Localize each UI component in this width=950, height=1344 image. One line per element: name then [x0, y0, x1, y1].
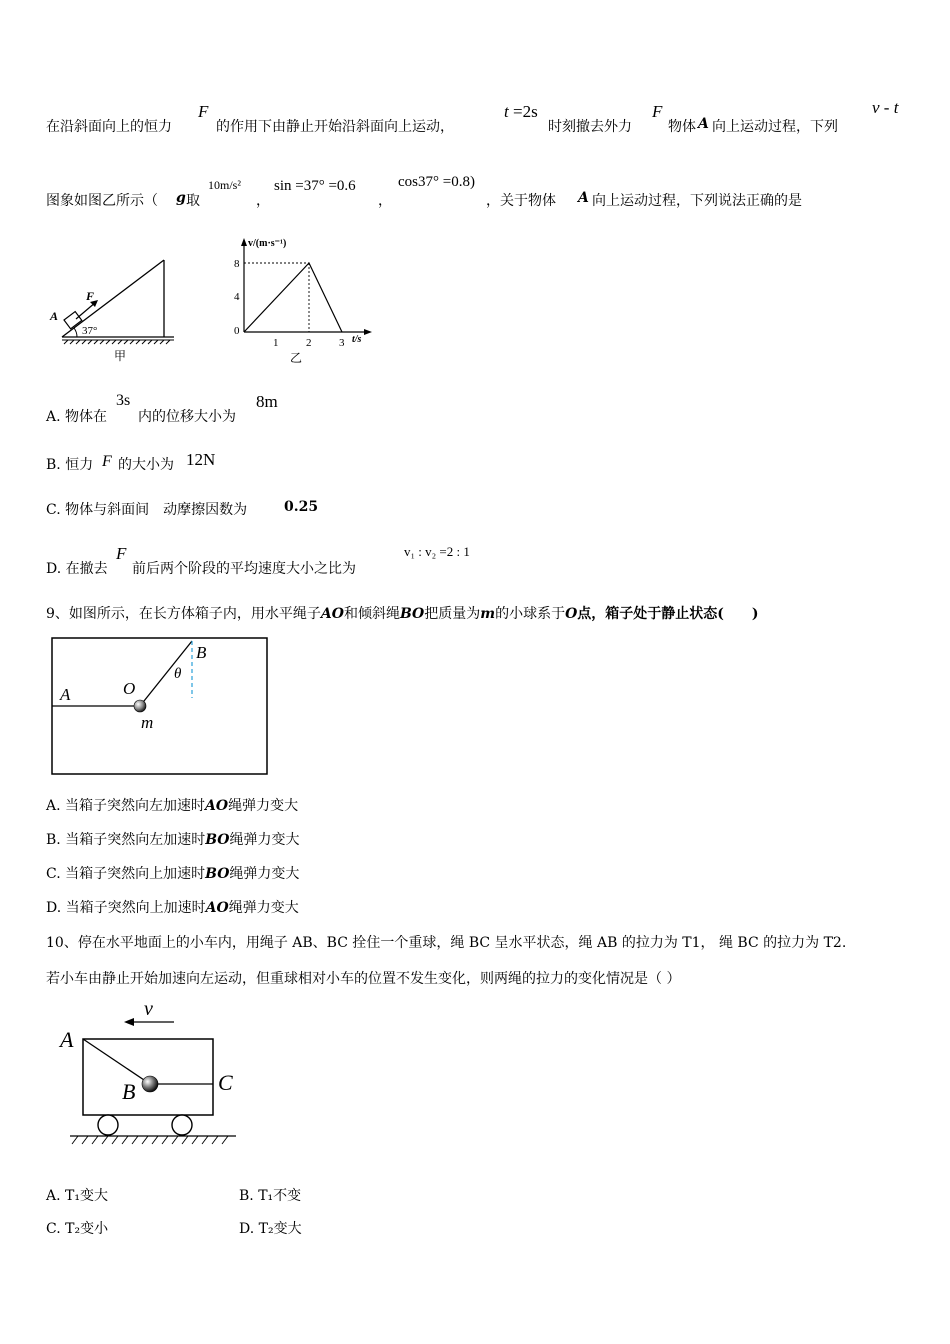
q8-line2-text1: 图象如图乙所示（ [46, 193, 158, 209]
q8-force-symbol-2: F [652, 102, 663, 121]
q9-option-c-suffix: 绳弹力变大 [229, 866, 300, 882]
figure-caption-yi: 乙 [290, 351, 303, 365]
q8-vt-label: v - t [872, 98, 899, 117]
y-axis-label: v/(m·s⁻¹) [248, 238, 287, 249]
q8-option-a-duration: 3s [116, 392, 131, 409]
q9-option-c-prefix: C. 当箱子突然向上加速时 [46, 866, 206, 882]
q9-stem [46, 603, 916, 625]
q10-option-c: C. T₂变小 [46, 1221, 109, 1237]
block-label: A [50, 309, 59, 323]
label-c: C [218, 1070, 233, 1095]
q8-line1-text3: 时刻撤去外力 [548, 119, 632, 135]
q8-vt-graph [228, 236, 378, 366]
x-tick-1: 1 [273, 337, 279, 349]
q8-line1 [46, 98, 926, 142]
q9-option-d [46, 897, 299, 917]
q8-cos-value: cos37° =0.8) [398, 174, 475, 190]
q8-option-d-text2: 前后两个阶段的平均速度大小之比为 [132, 561, 356, 577]
q8-option-a [46, 392, 446, 426]
q10-stem-line1: 10、停在水平地面上的小车内，用绳子 AB、BC 拴住一个重球，绳 BC 呈水平状态，绳 AB 的拉力为 T1， 绳 BC 的拉力为 T2. [46, 935, 847, 951]
q9-option-d-rope: AO [205, 900, 229, 916]
q8-line1-text2: 的作用下由静止开始沿斜面向上运动， [216, 119, 454, 135]
q8-option-d [46, 544, 546, 578]
y-tick-0: 0 [234, 325, 240, 337]
label-theta: θ [174, 666, 182, 682]
incline-triangle [62, 260, 174, 337]
q9-rope-ao: AO [320, 606, 344, 622]
label-a: A [60, 1027, 74, 1052]
ball-b [142, 1076, 158, 1092]
q9-box-figure [50, 636, 272, 780]
y-axis-arrow [241, 238, 247, 246]
q8-incline-figure [44, 250, 184, 365]
ball-m [134, 700, 146, 712]
q9-rope-bo: BO [399, 606, 425, 622]
q8-option-d-force: F [116, 544, 127, 563]
q8-option-b-force: F [102, 453, 112, 470]
q8-option-c [46, 497, 446, 521]
velocity-label: v [144, 998, 153, 1020]
force-label: F [86, 289, 95, 303]
q10-option-d: D. T₂变大 [239, 1221, 302, 1237]
x-tick-3: 3 [339, 337, 345, 349]
q8-object-a: A [698, 116, 709, 132]
q8-option-b [46, 450, 446, 474]
q10-stem-line2: 若小车由静止开始加速向左运动，但重球相对小车的位置不发生变化，则两绳的拉力的变化情况是（ ） [46, 971, 681, 987]
q9-stem-text4: 的小球系于 [495, 606, 566, 622]
rope-ab [83, 1039, 150, 1084]
x-tick-2: 2 [306, 337, 312, 349]
q8-option-a-text2: 内的位移大小为 [138, 409, 236, 425]
q9-option-a-suffix: 绳弹力变大 [228, 798, 299, 814]
q8-time-value: t =2s [504, 102, 538, 121]
q8-option-a-value: 8m [256, 392, 278, 411]
q8-option-c-value: 0.25 [284, 499, 319, 515]
q8-g-value: 10m/s² [208, 178, 241, 192]
q9-option-b-rope: BO [205, 832, 230, 848]
q8-line1-text4: 物体 [668, 119, 696, 135]
wheel-left [98, 1115, 118, 1135]
q9-option-d-prefix: D. 当箱子突然向上加速时 [46, 900, 206, 916]
label-o: O [123, 679, 136, 698]
q8-force-symbol: F [198, 102, 209, 121]
q9-option-b-suffix: 绳弹力变大 [229, 832, 300, 848]
q8-sin-value: sin =37° =0.6 [274, 178, 356, 194]
q10-option-b: B. T₁不变 [239, 1188, 302, 1204]
v-t-curve [244, 263, 342, 332]
q9-option-a [46, 795, 298, 815]
ground-hatching [62, 340, 174, 344]
q8-option-d-ratio: v₁ : v₂ =2 : 1 [404, 544, 470, 559]
q8-option-c-text: C. 物体与斜面间 动摩擦因数为 [46, 502, 248, 518]
q8-option-b-text1: B. 恒力 [46, 457, 94, 473]
q9-option-c [46, 863, 299, 883]
angle-arc [74, 328, 77, 337]
q8-line2-text4: 向上运动过程，下列说法正确的是 [592, 193, 802, 209]
label-a: A [60, 685, 71, 704]
q8-g-symbol: g [176, 190, 186, 206]
q9-option-a-prefix: A. 当箱子突然向左加速时 [46, 798, 206, 814]
ground-line [70, 1136, 236, 1144]
axes [244, 242, 368, 332]
q8-comma-2: ， [378, 193, 392, 209]
q9-option-c-rope: BO [205, 866, 230, 882]
q8-line2 [46, 174, 926, 214]
q8-line1-text5: 向上运动过程，下列 [712, 119, 838, 135]
block-a [64, 312, 82, 329]
angle-label: 37° [82, 325, 98, 337]
q9-option-d-suffix: 绳弹力变大 [228, 900, 299, 916]
q9-mass-m: m [480, 606, 496, 622]
q8-option-d-text1: D. 在撤去 [46, 561, 108, 577]
y-tick-4: 4 [234, 291, 240, 303]
label-b: B [122, 1079, 136, 1104]
q9-option-b-prefix: B. 当箱子突然向左加速时 [46, 832, 206, 848]
q9-option-a-rope: AO [205, 798, 229, 814]
y-tick-8: 8 [234, 258, 240, 270]
label-m: m [141, 713, 154, 732]
q8-line1-text1: 在沿斜面向上的恒力 [46, 119, 172, 135]
q9-stem-text1: 9、如图所示，在长方体箱子内，用水平绳子 [46, 606, 321, 622]
wheel-right [172, 1115, 192, 1135]
q8-option-a-text1: A. 物体在 [46, 409, 108, 425]
figure-caption-jia: 甲 [114, 349, 127, 363]
q8-comma-1: ， [256, 193, 270, 209]
q10-cart-figure [58, 995, 240, 1145]
q8-option-b-value: 12N [186, 450, 216, 469]
label-b: B [196, 643, 207, 662]
q8-object-a-2: A [578, 190, 589, 206]
q9-point-o: O [565, 606, 578, 622]
q9-stem-text3: 把质量为 [424, 606, 481, 622]
q8-line2-text3: ，关于物体 [486, 193, 556, 209]
q8-line2-text2: 取 [186, 193, 200, 209]
q9-option-b [46, 829, 300, 849]
x-axis-label: t/s [352, 334, 362, 345]
q9-stem-text2: 和倾斜绳 [343, 606, 400, 622]
rope-bo [140, 641, 192, 706]
q9-stem-text5: 点，箱子处于静止状态( ) [577, 606, 759, 622]
q10-option-a: A. T₁变大 [46, 1188, 108, 1204]
x-axis-arrow [364, 329, 372, 335]
q8-option-b-text2: 的大小为 [118, 457, 174, 473]
